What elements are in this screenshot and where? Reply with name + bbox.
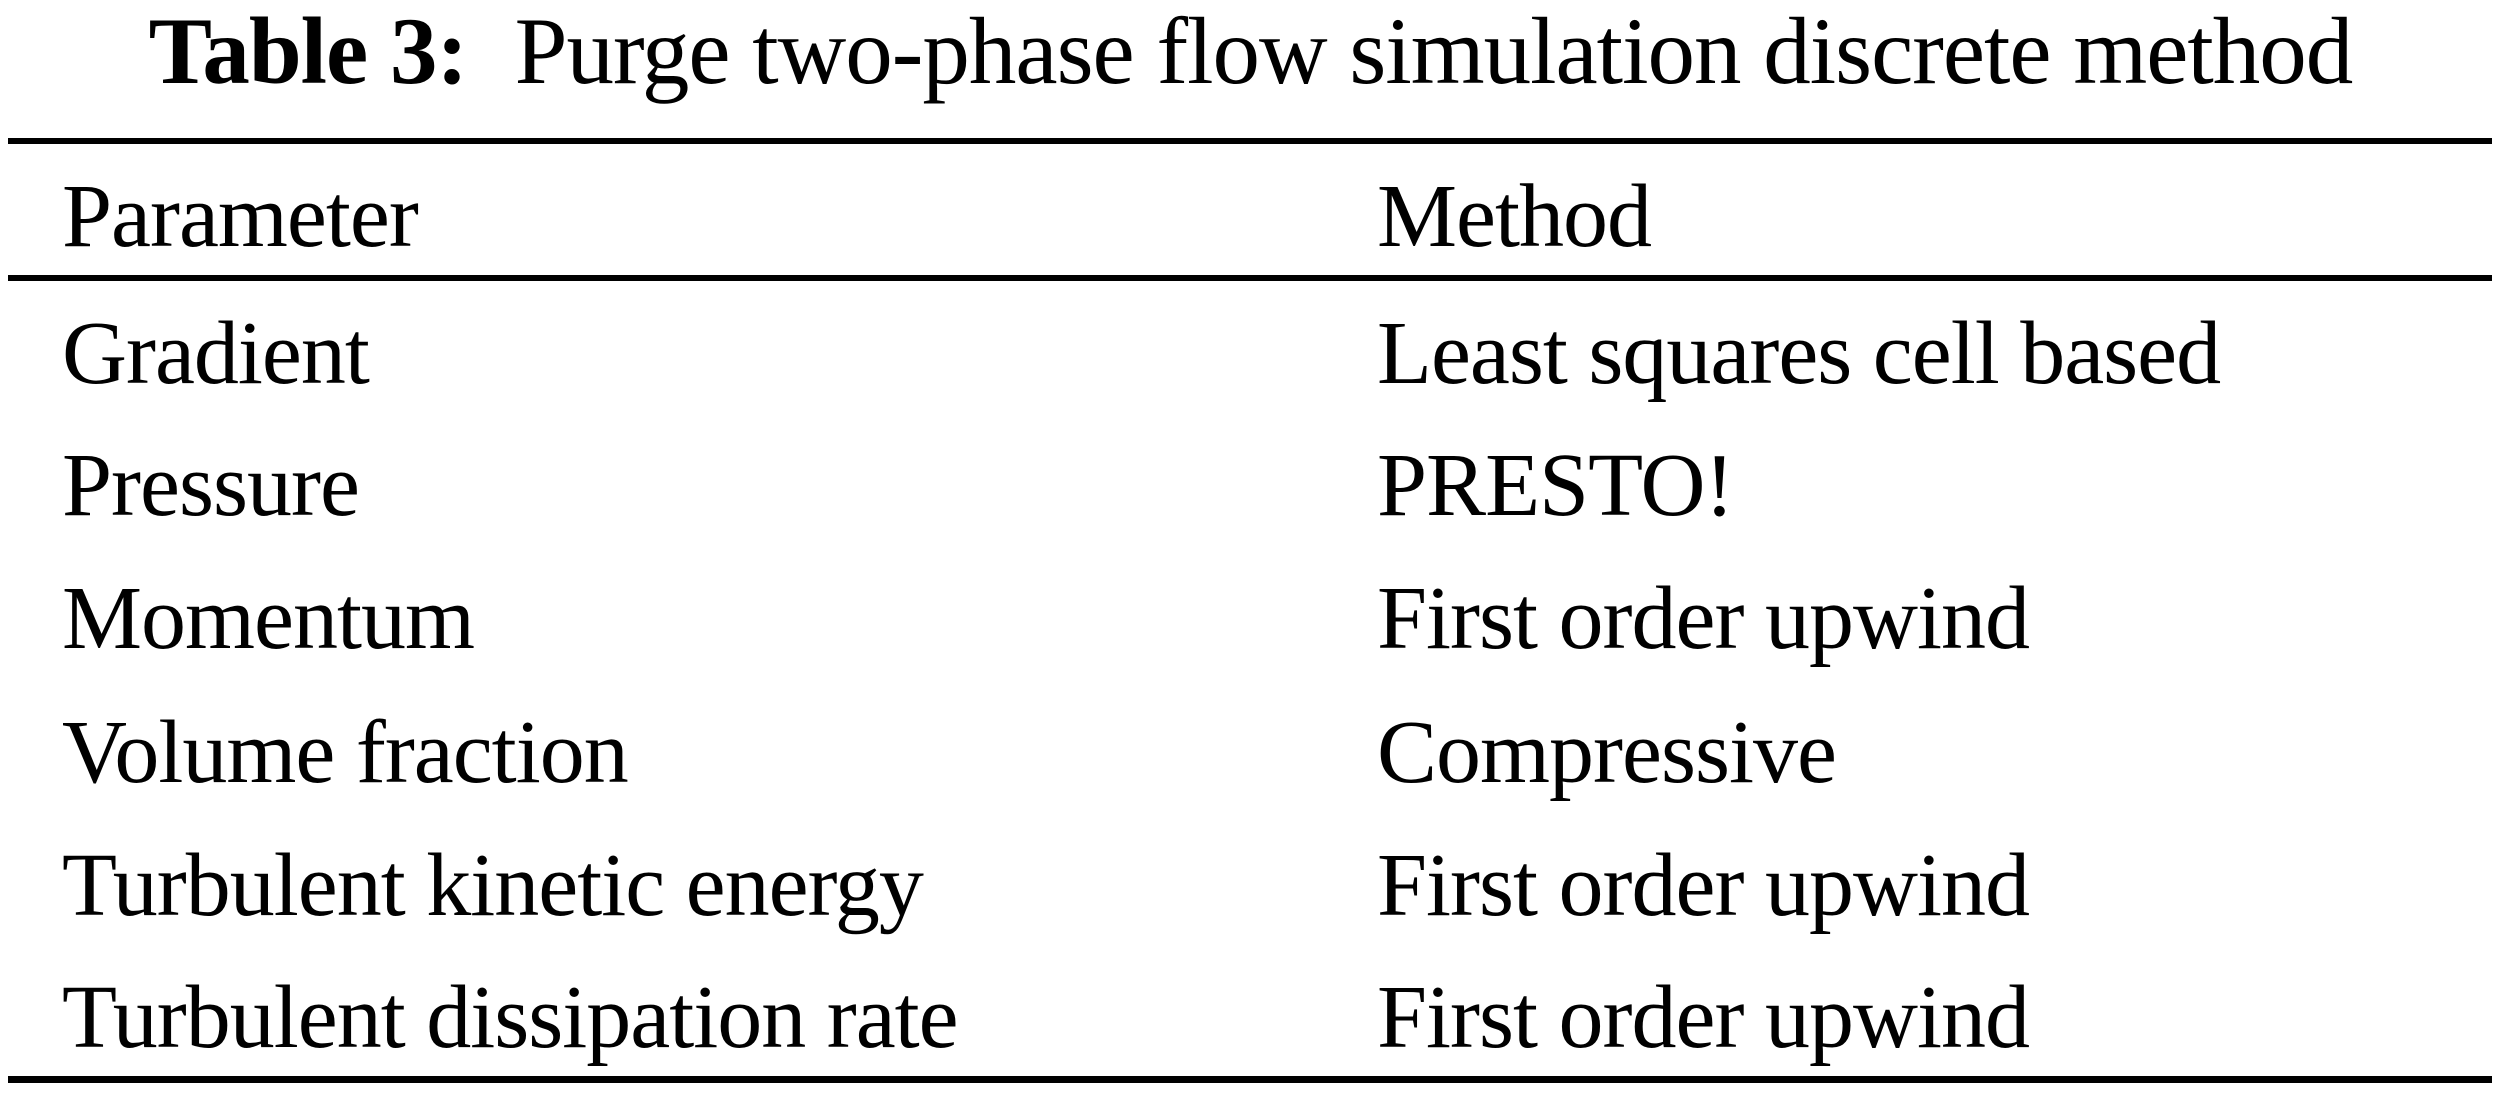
method-cell: First order upwind <box>1377 836 2029 936</box>
table-row <box>8 545 2492 679</box>
table-caption-label: Table 3: <box>148 0 468 104</box>
method-cell: Compressive <box>1377 702 1836 802</box>
table-row <box>8 412 2492 546</box>
table-row <box>8 946 2492 1080</box>
table-row <box>8 679 2492 813</box>
table-caption <box>0 2 2501 102</box>
header-row <box>8 141 2492 278</box>
parameter-cell: Gradient <box>62 303 369 403</box>
column-header-method: Method <box>1377 167 1651 266</box>
parameter-cell: Volume fraction <box>62 702 628 802</box>
table-caption-text: Purge two-phase flow simulation discrete method <box>514 0 2353 104</box>
method-cell: PRESTO! <box>1377 435 1734 535</box>
method-cell: First order upwind <box>1377 968 2029 1067</box>
parameter-cell: Momentum <box>62 569 474 669</box>
method-cell: Least squares cell based <box>1377 303 2221 403</box>
table-row <box>8 812 2492 946</box>
table-row <box>8 278 2492 412</box>
parameter-cell: Turbulent dissipation rate <box>62 968 958 1067</box>
parameter-cell: Pressure <box>62 435 359 535</box>
column-header-parameter: Parameter <box>62 167 418 266</box>
discretization-table <box>8 138 2492 1083</box>
method-cell: First order upwind <box>1377 569 2029 669</box>
parameter-cell: Turbulent kinetic energy <box>62 836 923 936</box>
